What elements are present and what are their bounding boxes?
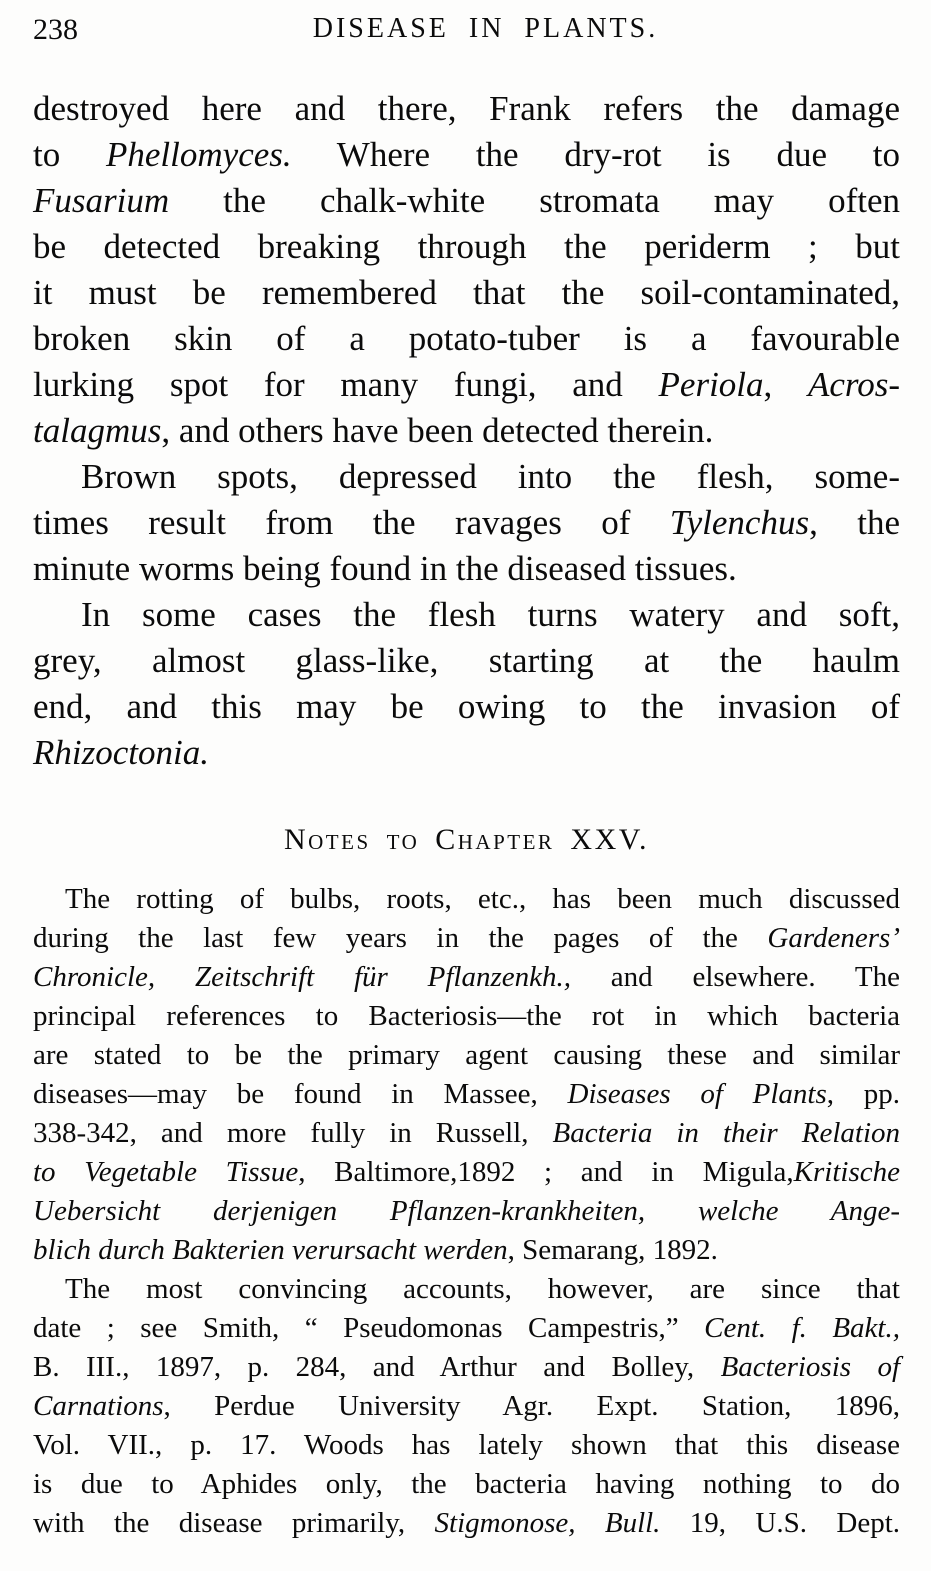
text-line: [33, 1075, 900, 1114]
text-line: [33, 546, 900, 592]
text-segment: principal references to Bacteriosis—the rot in which bacteria: [33, 1000, 900, 1032]
text-line: [33, 1231, 900, 1270]
text-segment: Periola: [658, 365, 764, 404]
text-line: [33, 408, 900, 454]
text-segment: , and others have been detected therein.: [161, 411, 714, 450]
text-segment: Kritische: [793, 1156, 900, 1188]
text-segment: Tylenchus: [669, 503, 810, 542]
text-line: [33, 1348, 900, 1387]
text-line: [33, 638, 900, 684]
text-segment: Acros-: [808, 365, 901, 404]
text-segment: during the last few years in the pages of the: [33, 922, 768, 954]
text-line: [33, 500, 900, 546]
text-segment: Diseases of Plants: [567, 1078, 827, 1110]
text-segment: to: [33, 135, 107, 174]
text-line: [33, 224, 900, 270]
text-line: [33, 592, 900, 638]
text-line: [33, 132, 900, 178]
text-line: [33, 1153, 900, 1192]
text-segment: minute worms being found in the diseased tissues.: [33, 549, 737, 588]
text-segment: Fusarium: [33, 181, 170, 220]
text-segment: lurking spot for many fungi, and: [33, 365, 659, 404]
text-segment: Cent. f. Bakt.,: [704, 1312, 900, 1344]
text-segment: blich durch Bakterien verursacht werden: [33, 1234, 508, 1266]
text-line: [33, 997, 900, 1036]
text-segment: times result from the ravages of: [33, 503, 670, 542]
text-segment: , Semarang, 1892.: [507, 1234, 718, 1266]
text-segment: destroyed here and there, Frank refers the damage: [33, 89, 900, 128]
text-segment: , pp.: [826, 1078, 901, 1110]
text-line: [33, 1387, 900, 1426]
text-segment: Stigmonose, Bull.: [434, 1507, 661, 1539]
text-line: [33, 730, 900, 776]
text-line: [33, 454, 900, 500]
text-segment: end, and this may be owing to the invasion of: [33, 687, 900, 726]
text-segment: The most convincing accounts, however, are since that: [65, 1273, 900, 1305]
text-segment: 338-342, and more fully in Russell,: [33, 1117, 553, 1149]
text-line: [33, 1036, 900, 1075]
text-segment: , Baltimore,1892 ; and in Migula,: [298, 1156, 794, 1188]
text-segment: Rhizoctonia.: [33, 733, 209, 772]
text-segment: is due to Aphides only, the bacteria having nothing to do: [33, 1468, 900, 1500]
text-segment: Gardeners’: [767, 922, 900, 954]
text-line: [33, 1192, 900, 1231]
text-segment: Vol. VII., p. 17. Woods has lately shown that this disease: [33, 1429, 900, 1461]
text-segment: to Vegetable Tissue: [33, 1156, 299, 1188]
text-segment: and elsewhere. The: [570, 961, 900, 993]
paragraph: [33, 1270, 900, 1543]
text-line: [33, 1309, 900, 1348]
paragraph: [33, 880, 900, 1270]
text-segment: , Perdue University Agr. Expt. Station, 1896,: [163, 1390, 900, 1422]
text-line: [33, 1504, 900, 1543]
text-line: [33, 1426, 900, 1465]
text-line: [33, 919, 900, 958]
text-segment: B. III., 1897, p. 284, and Arthur and Bolley,: [33, 1351, 721, 1383]
text-line: [33, 958, 900, 997]
text-line: [33, 178, 900, 224]
text-segment: Carnations: [33, 1390, 164, 1422]
text-line: [33, 880, 900, 919]
text-segment: 19, U.S. Dept.: [660, 1507, 900, 1539]
text-segment: date ; see Smith, “ Pseudomonas Campestris,”: [33, 1312, 705, 1344]
text-line: [33, 1465, 900, 1504]
text-segment: with the disease primarily,: [33, 1507, 435, 1539]
running-title: DISEASE IN PLANTS.: [312, 13, 659, 44]
text-segment: Phellomyces.: [106, 135, 292, 174]
text-segment: broken skin of a potato-tuber is a favourable: [33, 319, 900, 358]
paragraph: [33, 86, 900, 454]
text-segment: it must be remembered that the soil-contaminated,: [33, 273, 900, 312]
text-segment: Where the dry-rot is due to: [291, 135, 900, 174]
text-segment: Uebersicht derjenigen Pflanzen-krankheiten, welche Ange-: [33, 1195, 900, 1227]
page-body: [0, 86, 931, 1543]
section-heading: Notes to Chapter XXV.: [283, 823, 650, 856]
text-segment: are stated to be the primary agent causing these and similar: [33, 1039, 900, 1071]
text-segment: be detected breaking through the periderm ; but: [33, 227, 900, 266]
text-line: [33, 1270, 900, 1309]
text-segment: Brown spots, depressed into the flesh, some-: [81, 457, 900, 496]
text-line: [33, 86, 900, 132]
paragraph: [33, 592, 900, 776]
text-segment: In some cases the flesh turns watery and soft,: [81, 595, 900, 634]
text-line: [33, 270, 900, 316]
text-segment: , the: [809, 503, 900, 542]
text-segment: Bacteriosis of: [720, 1351, 901, 1383]
paragraph: [33, 454, 900, 592]
text-line: [33, 1114, 900, 1153]
page-number: 238: [33, 13, 78, 46]
text-segment: Chronicle, Zeitschrift für Pflanzenkh.,: [33, 961, 571, 993]
text-segment: grey, almost glass-like, starting at the haulm: [33, 641, 900, 680]
text-segment: Bacteria in their Relation: [552, 1117, 900, 1149]
text-segment: ,: [763, 365, 808, 404]
text-segment: diseases—may be found in Massee,: [33, 1078, 568, 1110]
text-line: [33, 684, 900, 730]
page-header: [0, 0, 931, 48]
text-segment: talagmus: [33, 411, 162, 450]
text-line: [33, 316, 900, 362]
text-segment: the chalk-white stromata may often: [169, 181, 900, 220]
text-line: [33, 362, 900, 408]
text-segment: The rotting of bulbs, roots, etc., has been much discussed: [65, 883, 900, 915]
